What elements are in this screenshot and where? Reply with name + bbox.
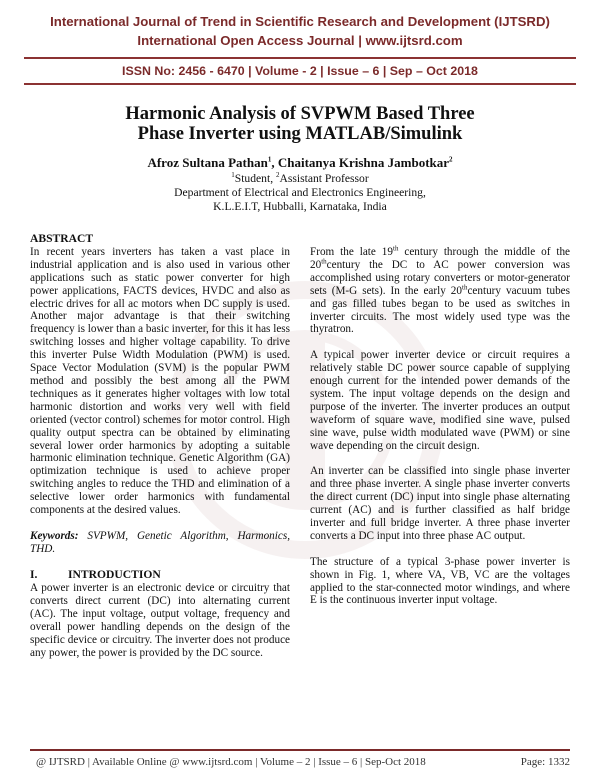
history-paragraph bbox=[310, 246, 570, 336]
page-footer bbox=[0, 749, 600, 776]
header-rule-bottom bbox=[24, 83, 576, 85]
intro-number: I. bbox=[30, 567, 38, 581]
author-2-marker: 2 bbox=[449, 155, 453, 164]
title-line-2: Phase Inverter using MATLAB/Simulink bbox=[137, 124, 463, 144]
role-2: Assistant Professor bbox=[279, 172, 369, 185]
intro-title: INTRODUCTION bbox=[68, 567, 161, 581]
abstract-body: In recent years inverters has taken a vast place in industrial application and is also used in various other applications such as static power converter for high power applications, FACTS devices, HVDC and also as electric drives for all ac motors when DC supply is used. Another major advantage is that their switching frequency is lower than a basic inverter, for this it has less switching losses and higher voltage capability. To drive this inverter Pulse Width Modulation (PWM) is used. Space Vector Modulation (SVM) is the popular PWM method and possibly the best among all the PWM techniques as it generates higher voltages with low total harmonic distortion and works very well with field oriented (vector control) schemes for motor control. High quality output spectra can be obtained by eliminating several lower order harmonics by adopting a suitable harmonic elimination technique. Genetic Algorithm (GA) optimization technique is used to achieve proper switching angles to reduce the THD and elimination of a selective lower order harmonics with fundamental components at the desired values. bbox=[30, 245, 290, 517]
intro-paragraph: A power inverter is an electronic device or circuitry that converts direct current (DC) into alternating current (AC). The input voltage, output voltage, frequency and overall power handling depends on the design of the specific device or circuitry. The inverter does not produce any power, the power is provided by the DC source. bbox=[30, 582, 290, 659]
keywords-list: SVPWM, Genetic Algorithm, Harmonics, THD. bbox=[30, 529, 290, 555]
author-roles bbox=[0, 172, 600, 185]
author-2: Chaitanya Krishna Jambotkar bbox=[277, 155, 450, 170]
header-rule-top bbox=[24, 57, 576, 59]
issn-line: ISSN No: 2456 - 6470 | Volume - 2 | Issue – 6 | Sep – Oct 2018 bbox=[122, 64, 478, 78]
keywords-label: Keywords: bbox=[30, 529, 79, 542]
role-1: Student, bbox=[234, 172, 276, 185]
author-separator: , bbox=[271, 155, 278, 170]
paper-title bbox=[0, 104, 600, 144]
abstract-heading: ABSTRACT bbox=[30, 232, 94, 245]
history-text-b: century through the middle of the 20 bbox=[310, 246, 571, 271]
history-text-a: From the late 19 bbox=[310, 246, 393, 258]
role-1-marker: 1 bbox=[231, 171, 235, 180]
left-column bbox=[30, 233, 290, 673]
ordinal-th-3: th bbox=[462, 282, 468, 291]
typical-inverter-paragraph: A typical power inverter device or circuit requires a relatively stable DC power source capable of supplying enough current for the intended power demands of the system. The input voltage depends on the design and purpose of the inverter. The inverter produces an output waveform of square wave, modified sine wave, pulsed sine wave, pulse width modulated wave (PWM) or sine wave depending on the circuit design. bbox=[310, 349, 570, 452]
journal-name: International Journal of Trend in Scientific Research and Development (IJTSRD) bbox=[50, 14, 550, 29]
author-1: Afroz Sultana Pathan bbox=[147, 155, 268, 170]
journal-header bbox=[0, 0, 600, 92]
right-column bbox=[310, 246, 570, 620]
journal-subtitle: International Open Access Journal | www.ijtsrd.com bbox=[137, 33, 463, 48]
footer-text: @ IJTSRD | Available Online @ www.ijtsrd.com | Volume – 2 | Issue – 6 | Sep-Oct 2018 bbox=[36, 756, 426, 768]
history-text-d: century vacuum tubes and gas filled tubes began to be used as switches in inverter circuits. The most widely used type was the thyratron. bbox=[310, 284, 570, 336]
title-line-1: Harmonic Analysis of SVPWM Based Three bbox=[125, 104, 475, 124]
role-2-marker: 2 bbox=[276, 171, 280, 180]
author-1-marker: 1 bbox=[267, 155, 272, 164]
footer-rule bbox=[30, 749, 570, 751]
ordinal-th-1: th bbox=[393, 244, 399, 253]
department: Department of Electrical and Electronics Engineering, bbox=[174, 186, 426, 199]
history-text-c: century the DC to AC power conversion was accomplished using rotary converters or motor-generator sets (M-G sets). In the early 20 bbox=[310, 258, 570, 297]
intro-heading bbox=[30, 569, 290, 582]
author-list bbox=[0, 155, 600, 171]
keywords bbox=[30, 530, 290, 556]
structure-paragraph: The structure of a typical 3-phase power inverter is shown in Fig. 1, where VA, VB, VC are the voltages applied to the star-connected motor windings, and where E is the continuous inverter input voltage. bbox=[310, 555, 570, 607]
classification-paragraph: An inverter can be classified into single phase inverter and three phase inverter. A single phase inverter converts the direct current (DC) input into single phase alternating current (AC) and is further classified as half bridge inverter and full bridge inverter. A three phase inverter converts a DC input into three phase AC output. bbox=[310, 465, 570, 542]
institute: K.L.E.I.T, Hubballi, Karnataka, India bbox=[213, 200, 387, 213]
ordinal-th-2: th bbox=[321, 257, 327, 266]
page-number: Page: 1332 bbox=[520, 756, 570, 768]
